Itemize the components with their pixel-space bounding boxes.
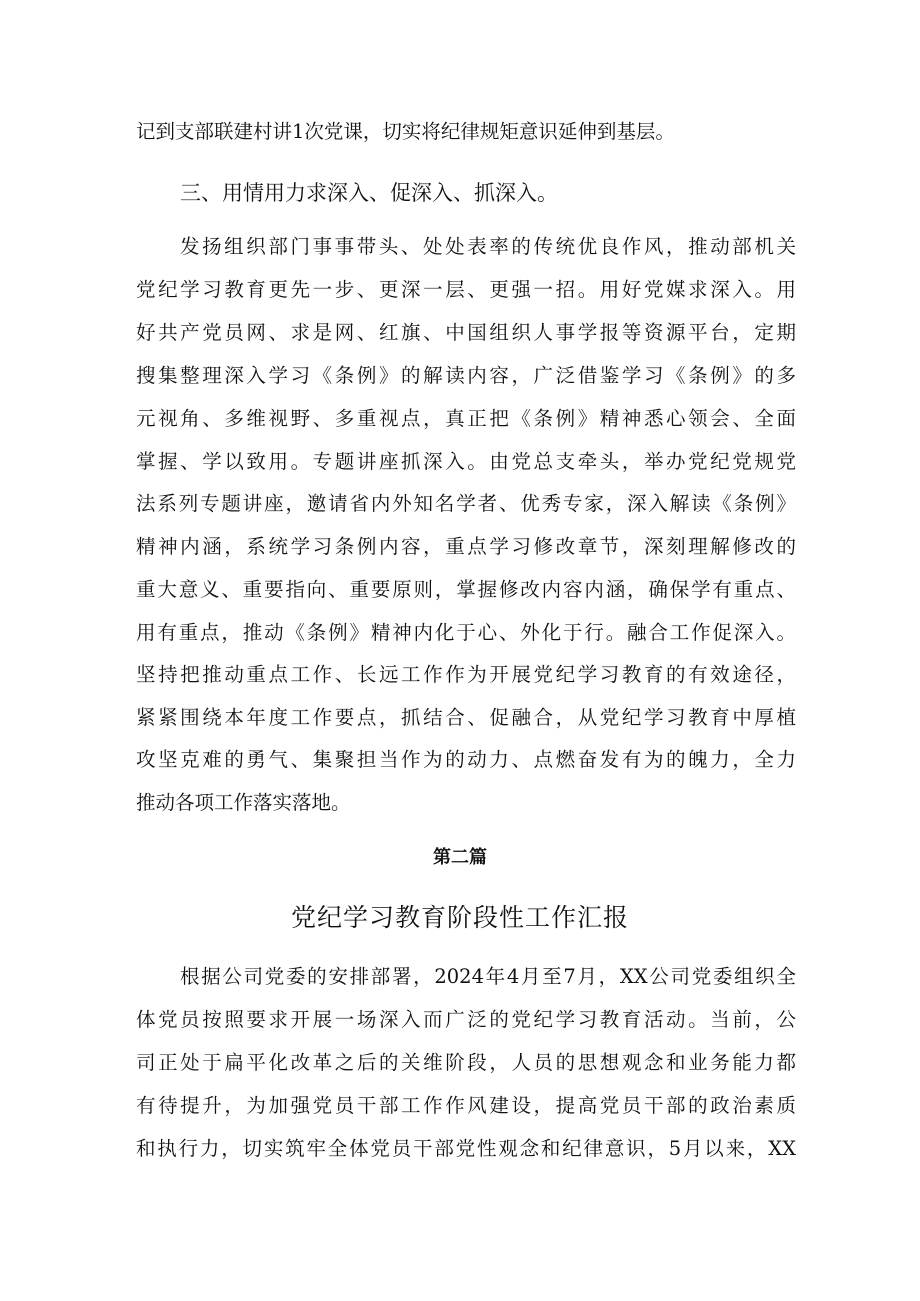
paragraph-line: 精神内涵，系统学习条例内容，重点学习修改章节，深刻理解修改的 [136,535,796,558]
section-heading: 三、用情用力求深入、促深入、抓深入。 [180,181,558,205]
paragraph-line: 坚持把推动重点工作、长远工作作为开展党纪学习教育的有效途径， [136,663,796,686]
paragraph-line: 发扬组织部门事事带头、处处表率的传统优良作风，推动部机关 [180,235,796,258]
document-title: 党纪学习教育阶段性工作汇报 [290,903,629,932]
paragraph-line: 党纪学习教育更先一步、更深一层、更强一招。用好党媒求深入。用 [136,278,796,301]
section-label: 第二篇 [433,847,487,868]
paragraph-line: 有待提升，为加强党员干部工作作风建设，提高党员干部的政治素质 [136,1094,796,1117]
paragraph-line: 推动各项工作落实落地。 [136,791,351,814]
paragraph-line: 体党员按照要求开展一场深入而广泛的党纪学习教育活动。当前，公 [136,1008,796,1031]
paragraph-line: 根据公司党委的安排部署，2024年4月至7月，XX公司党委组织全 [180,965,796,988]
paragraph-line: 搜集整理深入学习《条例》的解读内容，广泛借鉴学习《条例》的多 [136,364,796,387]
paragraph-line: 元视角、多维视野、多重视点，真正把《条例》精神悉心领会、全面 [136,407,796,430]
paragraph-line: 好共产党员网、求是网、红旗、中国组织人事学报等资源平台，定期 [136,321,796,344]
carry-over-line: 记到支部联建村讲1次党课，切实将纪律规矩意识延伸到基层。 [136,120,675,143]
paragraph-line: 法系列专题讲座，邀请省内外知名学者、优秀专家，深入解读《条例》 [136,492,796,515]
paragraph-line: 紧紧围绕本年度工作要点，抓结合、促融合，从党纪学习教育中厚植 [136,706,796,729]
paragraph-line: 用有重点，推动《条例》精神内化于心、外化于行。融合工作促深入。 [136,621,796,644]
paragraph-line: 司正处于扁平化改革之后的关维阶段，人员的思想观念和业务能力都 [136,1051,796,1074]
paragraph-line: 和执行力，切实筑牢全体党员干部党性观念和纪律意识，5月以来，XX [136,1137,796,1160]
paragraph-line: 掌握、学以致用。专题讲座抓深入。由党总支牵头，举办党纪党规党 [136,450,796,473]
paragraph-line: 重大意义、重要指向、重要原则，掌握修改内容内涵，确保学有重点、 [136,578,796,601]
paragraph-line: 攻坚克难的勇气、集聚担当作为的动力、点燃奋发有为的魄力，全力 [136,748,796,771]
